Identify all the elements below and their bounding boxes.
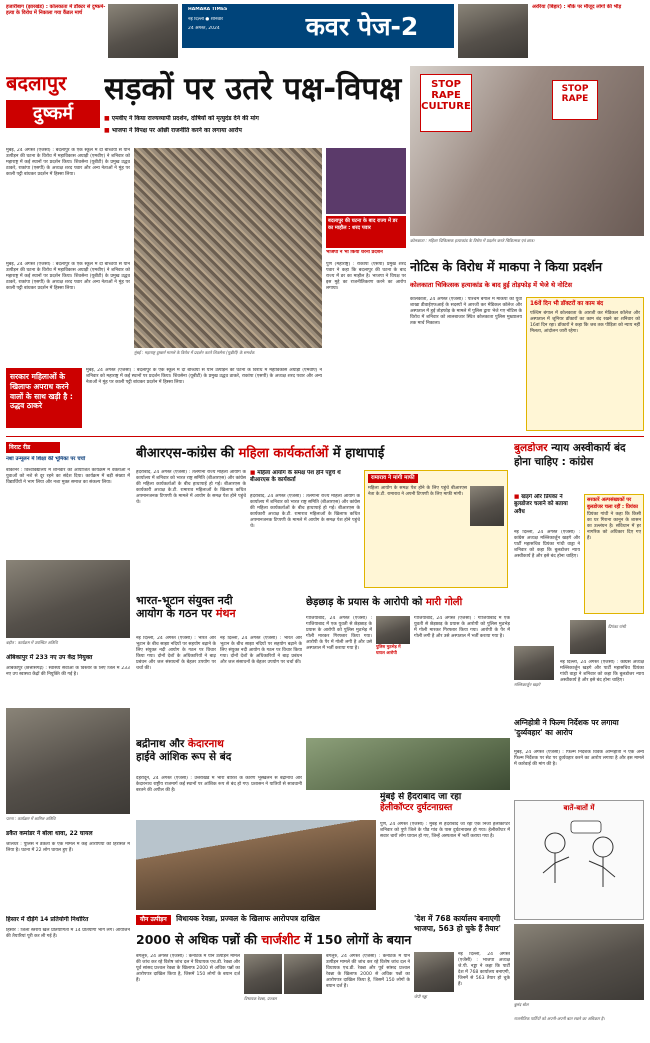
charge-headline-red: चार्जशीट xyxy=(261,932,300,947)
crime-short-headline: डकैत कमांडर ने बोला धावा, 22 घायल xyxy=(6,830,93,837)
charge-headline-start: 2000 से अधिक पन्नों की xyxy=(136,932,258,947)
helicopter-headline-red: हेलीकॉप्टर दुर्घटनाग्रस्त xyxy=(380,803,453,814)
lead-body-3: मुंबई, 24 अगस्त (एजेंसी) : बदलापुर के एक स्कूल में दो बच्चियों से यौन उत्पीड़न की घटना के विरोध में महाविकास अघाड़ी (एमवीए) ने शनिवार को महाराष्ट्र में कई स्थानों पर प्रदर्शन किया। शिवसेना (यूबीटी) के प्रमुख उद्धव ठाकरे, राकांपा (एसपी) के अध्यक्ष शरद पवार और अन्य नेताओं ने मुंह पर काली पट्टी बांधकर प्रदर्शन में हिस्सा लिया। xyxy=(86,368,322,386)
revanna-photo xyxy=(244,954,282,994)
cartoon-box xyxy=(514,800,644,920)
protest-sign-2: STOP RAPE xyxy=(552,80,598,120)
bulldozer-body-2: नई दिल्ली, 24 अगस्त (एजेंसी) : कांग्रेस अध्यक्ष मल्लिकार्जुन खड़गे और पार्टी महासचिव प्रियंका गांधी वाड्रा ने शनिवार को कहा कि बुलडोजर न्याय अस्वीकार्य है और इसे बंद होना चाहिए। xyxy=(560,660,644,684)
lead-body: मुंबई, 24 अगस्त (एजेंसी) : बदलापुर के एक स्कूल में दो बच्चियों से यौन उत्पीड़न की घटना के विरोध में महाविकास अघाड़ी (एमवीए) ने शनिवार को महाराष्ट्र में कई स्थानों पर प्रदर्शन किया। शिवसेना (यूबीटी) के प्रमुख उद्धव ठाकरे, राकांपा (एसपी) के अध्यक्ष शरद पवार और अन्य नेताओं ने मुंह पर काली पट्टी बांधकर प्रदर्शन में हिस्सा लिया। xyxy=(6,148,130,178)
bjp-body: नई दिल्ली, 24 अगस्त (एजेंसी) : भाजपा अध्यक्ष जे.पी. नड्डा ने कहा कि पार्टी देश में 768 कार्यालय बनाएगी, जिनमें से 563 तैयार हो चुके हैं। xyxy=(458,952,510,988)
sport-short-headline: हिसार में दौड़ेंगे 14 प्रतियोगी निर्धारित xyxy=(6,916,89,923)
side-box-title: बदलापुर की घटना के बाद राज्य में डर का माहौल : शरद पवार xyxy=(326,216,406,248)
brs-headline xyxy=(136,442,508,466)
lead-bullet-2 xyxy=(104,127,410,138)
priyanka-photo xyxy=(570,620,606,654)
helicopter-headline-a: मुंबई से हैदराबाद जा रहा xyxy=(380,792,462,802)
masthead-strip xyxy=(182,4,454,48)
badrinath-headline xyxy=(136,738,302,772)
masthead-name: HAMARA TIMES xyxy=(188,7,228,12)
cartoon-title: बातें-बातों में xyxy=(563,804,595,812)
bulldozer-headline-red: बुलडोजर xyxy=(514,442,548,454)
header-left-blurb: हजारीबाग (झारखंड) : कोलकाता में डॉक्टर से दुष्कर्म-हत्या के विरोध में निकाला गया कैंडल मार्च xyxy=(6,4,106,17)
helicopter-photo xyxy=(136,820,376,910)
header-right-blurb-box xyxy=(532,4,644,54)
charge-body-2: बेंगलुरु, 24 अगस्त (एजेंसी) : कर्नाटक में यौन उत्पीड़न मामले की जांच कर रहे विशेष जांच दल ने विधायक एच.डी. रेवन्ना और पूर्व सांसद प्रज्वल रेवन्ना के खिलाफ 2000 से अधिक पन्नों का आरोपपत्र दाखिल किया है, जिसमें 150 लोगों के बयान दर्ज हैं। xyxy=(326,954,410,990)
badrinath-headline-red: केदारनाथ xyxy=(187,738,224,750)
priyanka-box-body: प्रियंका गांधी ने कहा कि किसी का घर गिराना कानून के शासन का उल्लंघन है। संविधान में हर नागरिक को अधिकार दिए गए हैं। xyxy=(587,512,641,542)
bhutan-body-2: नई दिल्ली, 24 अगस्त (एजेंसी) : भारत और भूटान के बीच साझा नदियों पर सहयोग बढ़ाने के लिए संयुक्त नदी आयोग के गठन पर विचार किया गया। दोनों देशों के अधिकारियों ने बाढ़ प्रबंधन और जल संसाधनों के बेहतर उपयोग पर चर्चा की। xyxy=(220,636,302,666)
ramarao-box-title: रामाराव ने मांगी माफी xyxy=(368,474,418,483)
header-right-photo xyxy=(458,4,528,58)
cartoon-footer: राजनीतिक पार्टियों को अपनी-अपनी बात रखने का अधिकार है। xyxy=(514,1016,605,1021)
chhedchhad-body: गाजियाबाद, 24 अगस्त (एजेंसी) : गाजियाबाद में एक युवती से छेड़छाड़ के प्रयास के आरोपी को पुलिस मुठभेड़ में गोली मारकर गिरफ्तार किया गया। आरोपी के पैर में गोली लगी है और उसे अस्पताल में भर्ती कराया गया है। xyxy=(306,616,372,652)
sport-short-body: हिसार : जिला स्तरीय खेल प्रतियोगिता में 14 प्रतियोगी भाग लेंगे। आयोजन की तैयारियां पूरी कर ली गई हैं। xyxy=(6,928,130,940)
notice-headline: नोटिस के विरोध में माकपा ने किया प्रदर्शन xyxy=(410,259,603,274)
header-left-blurb-box xyxy=(6,4,106,54)
protest-photo-caption: कोलकाता : महिला चिकित्सक हत्याकांड के विरोध में प्रदर्शन करते चिकित्सक एवं छात्र। xyxy=(410,238,535,243)
brs-body: हैदराबाद, 24 अगस्त (एजेंसी) : तेलंगाना राज्य महिला आयोग के कार्यालय में शनिवार को भारत राष्ट्र समिति (बीआरएस) और कांग्रेस की महिला कार्यकर्ताओं के बीच हाथापाई हो गई। बीआरएस के कार्यकारी अध्यक्ष के.टी. रामाराव महिलाओं के खिलाफ कथित अपमानजनक टिप्पणी के मामले में आयोग के समक्ष पेश होने पहुंचे थे। xyxy=(136,470,246,506)
nadda-caption: जेपी नड्डा xyxy=(414,994,427,999)
priyanka-box-title: सरकारें अल्पसंख्यकों पर बुलडोजर चला रहीं : प्रियंका xyxy=(587,497,638,510)
chhedchhad-headline-red: मारी गोली xyxy=(425,597,463,608)
helicopter-headline xyxy=(380,792,510,820)
lead-kicker-top: बदलापुर xyxy=(6,71,67,95)
lead-headline: सड़कों पर उतरे पक्ष-विपक्ष xyxy=(104,71,402,107)
charge-photos xyxy=(244,954,322,994)
bhutan-headline-start: भारत-भूटान संयुक्त नदी xyxy=(136,594,233,607)
badrinath-headline-a: बद्रीनाथ और xyxy=(136,738,185,750)
chhedchhad-inset: पुलिस मुठभेड़ में घायल आरोपी xyxy=(376,644,401,655)
dateline-date: 24 अगस्त, 2024 xyxy=(188,26,220,31)
bullet-square-icon: ■ xyxy=(104,127,110,134)
agnihotri-body: मुंबई, 24 अगस्त (एजेंसी) : फिल्म निर्देशक विवेक अग्निहोत्री ने एक अन्य फिल्म निर्देशक पर सेट पर दुर्व्यवहार करने का आरोप लगाया है और इस मामले में कार्रवाई की मांग की है। xyxy=(514,750,644,768)
chhedchhad-headline-text: छेड़छाड़ के प्रयास के आरोपी को xyxy=(306,597,423,608)
bhutan-body: नई दिल्ली, 24 अगस्त (एजेंसी) : भारत और भूटान के बीच साझा नदियों पर सहयोग बढ़ाने के लिए संयुक्त नदी आयोग के गठन पर विचार किया गया। दोनों देशों के अधिकारियों ने बाढ़ प्रबंधन और जल संसाधनों के बेहतर उपयोग पर चर्चा की। xyxy=(136,636,216,672)
kharge-photo xyxy=(514,646,554,680)
charge-tag: यौन उत्पीड़न xyxy=(136,915,171,925)
brs-sub1 xyxy=(250,470,360,492)
cartoon-photo xyxy=(514,924,644,1000)
viral-reed-photo-caption: बड़ौत : कार्यक्रम में उपस्थित अतिथि xyxy=(6,640,58,645)
chhedchhad-headline xyxy=(306,594,510,612)
side-box-body: पुणे (महाराष्ट्र) : राकांपा (एसपी) प्रमुख शरद पवार ने कहा कि बदलापुर की घटना के बाद राज्य में डर का माहौल है। भाजपा ने विपक्ष पर इस मुद्दे का राजनीतिकरण करने का आरोप लगाया। xyxy=(326,262,406,292)
bhutan-headline-red: मंथन xyxy=(215,607,236,621)
ambikapur-headline: अंबिकापुर में 233 नए उप केंद्र नियुक्त xyxy=(6,654,93,661)
crime-short-body: जालंधर : पुलिस ने डकैती के एक मामले में कई आरोपियों को हिरासत में लिया है। घटना में 22 लोग घायल हुए हैं। xyxy=(6,842,130,854)
doctors-box xyxy=(526,297,644,431)
doctors-box-body: पश्चिम बंगाल में कोलकाता के आरजी कर मेडिकल कॉलेज और अस्पताल में जूनियर डॉक्टरों का काम बंद रखने का शनिवार को 16वां दिन रहा। डॉक्टरों ने कहा कि जब तक पीड़िता को न्याय नहीं मिलता, आंदोलन जारी रहेगा। xyxy=(530,310,640,334)
bulldozer-bullet xyxy=(514,494,580,528)
badrinath-headline-b: हाईवे आंशिक रूप से बंद xyxy=(136,751,232,764)
ambikapur-photo-caption: पटना : कार्यक्रम में शामिल अतिथि xyxy=(6,816,56,821)
nadda-photo xyxy=(414,952,454,992)
bulldozer-bullet-text: खड़गे और प्रियंका ने बुलडोजर चलाने को बताया अवैध xyxy=(514,494,568,515)
cartoon-caption: बुलंद बोल xyxy=(514,1002,529,1007)
lead-body-2: मुंबई, 24 अगस्त (एजेंसी) : बदलापुर के एक स्कूल में दो बच्चियों से यौन उत्पीड़न की घटना के विरोध में महाविकास अघाड़ी (एमवीए) ने शनिवार को महाराष्ट्र में कई स्थानों पर प्रदर्शन किया। शिवसेना (यूबीटी) के प्रमुख उद्धव ठाकरे, राकांपा (एसपी) के अध्यक्ष शरद पवार और अन्य नेताओं ने मुंह पर काली पट्टी बांधकर प्रदर्शन में हिस्सा लिया। xyxy=(6,262,130,292)
charge-headline-top: विधायक रेवन्ना, प्रज्वल के खिलाफ आरोपपत्र दाखिल xyxy=(176,914,320,923)
landslide-photo xyxy=(306,738,510,790)
header-left-photo xyxy=(108,4,178,58)
charge-body: बेंगलुरु, 24 अगस्त (एजेंसी) : कर्नाटक में यौन उत्पीड़न मामले की जांच कर रहे विशेष जांच दल ने विधायक एच.डी. रेवन्ना और पूर्व सांसद प्रज्वल रेवन्ना के खिलाफ 2000 से अधिक पन्नों का आरोपपत्र दाखिल किया है, जिसमें 150 लोगों के बयान दर्ज हैं। xyxy=(136,954,240,984)
lead-bullet-1 xyxy=(104,115,410,126)
brs-body-2: हैदराबाद, 24 अगस्त (एजेंसी) : तेलंगाना राज्य महिला आयोग के कार्यालय में शनिवार को भारत राष्ट्र समिति (बीआरएस) और कांग्रेस की महिला कार्यकर्ताओं के बीच हाथापाई हो गई। बीआरएस के कार्यकारी अध्यक्ष के.टी. रामाराव महिलाओं के खिलाफ कथित अपमानजनक टिप्पणी के मामले में आयोग के समक्ष पेश होने पहुंचे थे। xyxy=(250,494,360,530)
brs-sub1-text: महिला आयोग के समक्ष पेश होने पहुंचे थे बीआरएस के कार्यकर्ता xyxy=(250,470,341,484)
charge-headline-tail: में 150 लोगों के बयान xyxy=(304,932,412,947)
brs-headline-start: बीआरएस-कांग्रेस की xyxy=(136,446,235,461)
protest-photo xyxy=(410,66,644,236)
viral-reed-headline: नशा उन्मूलन में शिक्षा की भूमिका पर चर्चा xyxy=(6,456,86,462)
bhutan-headline-end: आयोग के गठन पर xyxy=(136,607,213,621)
doctors-box-title: 16वें दिन भी डॉक्टरों का काम बंद xyxy=(530,301,604,307)
charge-caption: विधायक रेवन्ना, प्रज्वल xyxy=(244,996,277,1001)
lead-photo-caption: मुंबई : महाराष्ट्र दुष्कर्म मामले के विरोध में प्रदर्शन करते शिवसेना (यूबीटी) के समर्थक xyxy=(134,350,255,355)
bullet-square-icon: ■ xyxy=(250,470,256,476)
viral-reed-tag: विराट रीड xyxy=(6,442,60,453)
bulldozer-headline xyxy=(514,442,644,488)
bullet-square-icon: ■ xyxy=(104,115,110,122)
lead-kicker-bottom: दुष्कर्म xyxy=(6,100,100,128)
ramarao-box xyxy=(364,470,508,588)
lead-bullet-1-text: एमवीए ने किया राज्यव्यापी प्रदर्शन, दोषियों को मृत्युदंड देने की मांग xyxy=(111,115,259,122)
bhutan-headline xyxy=(136,594,302,632)
chhedchhad-inset-photo xyxy=(376,616,410,644)
notice-body: कोलकाता, 24 अगस्त (एजेंसी) : पश्चिम बंगाल में माकपा की युवा शाखा डीवाईएफआई के सदस्यों ने आरजी कर मेडिकल कॉलेज और अस्पताल में हुई तोड़फोड़ के मामले में पुलिस द्वारा भेजे गए नोटिस के विरोध में शनिवार को लालबाजार स्थित कोलकाता पुलिस मुख्यालय तक मार्च निकाला। xyxy=(410,297,522,327)
helicopter-body: पुणे, 24 अगस्त (एजेंसी) : मुंबई से हैदराबाद जा रहा एक निजी हेलीकॉप्टर शनिवार को पुणे जिले के पौड गांव के पास दुर्घटनाग्रस्त हो गया। हेलीकॉप्टर में सवार चारों लोग घायल हो गए, जिन्हें अस्पताल में भर्ती कराया गया है। xyxy=(380,822,510,840)
viral-reed-body: बीकानेर : विश्वविद्यालय में शनिवार को आयोजित कार्यक्रम में वक्ताओं ने युवाओं को नशे से दूर रहने का संदेश दिया। कार्यक्रम में बड़ी संख्या में विद्यार्थियों ने भाग लिया और नशा मुक्त समाज का संकल्प लिया। xyxy=(6,468,130,486)
ambikapur-photo xyxy=(6,708,130,814)
lead-photo xyxy=(134,148,322,348)
section-divider xyxy=(6,436,644,437)
priyanka-box xyxy=(584,494,644,614)
ramarao-box-body: महिला आयोग के समक्ष पेश होने के लिए पहुंचे बीआरएस नेता के.टी. रामाराव ने अपनी टिप्पणी के लिए माफी मांगी। xyxy=(368,486,467,498)
agnihotri-headline: अग्निहोत्री ने फिल्म निर्देशक पर लगाया 'दुर्व्यवहार' का आरोप xyxy=(514,718,619,737)
notice-subhead: कोलकाता चिकित्सक हत्याकांड के बाद हुई तोड़फोड़ में भेजे थे नोटिस xyxy=(410,281,573,289)
page-title: कवर पेज-2 xyxy=(305,12,419,41)
lead-quote: सरकार महिलाओं के खिलाफ अपराध करने वालों के साथ खड़ी है : उद्धव ठाकरे xyxy=(6,368,82,428)
ramarao-photo xyxy=(470,486,504,526)
cartoon-drawing xyxy=(515,813,643,909)
priyanka-caption: प्रियंका गांधी xyxy=(608,624,626,629)
header-right-blurb: अररिया (बिहार) : मौके पर मौजूद लोगों की भीड़ xyxy=(532,4,622,10)
badrinath-body: देहरादून, 24 अगस्त (एजेंसी) : उत्तराखंड में भारी बारिश के कारण भूस्खलन से बद्रीनाथ और केदारनाथ राष्ट्रीय राजमार्ग कई स्थानों पर आंशिक रूप से बंद हो गए। प्रशासन ने यात्रियों से सावधानी बरतने की अपील की है। xyxy=(136,776,302,794)
chhedchhad-inset-box xyxy=(376,616,410,662)
prajwal-photo xyxy=(284,954,322,994)
bullet-square-icon: ■ xyxy=(514,494,520,500)
viral-reed-photo xyxy=(6,560,130,638)
brs-headline-red: महिला कार्यकर्ताओं xyxy=(238,446,329,461)
dateline: नई दिल्ली ● शनिवार xyxy=(188,17,223,22)
side-box-sub: भाजपा ने भी किया धरना प्रदर्शन xyxy=(326,250,383,255)
protest-sign-1: STOP RAPE CULTURE xyxy=(420,74,472,132)
bulldozer-body: नई दिल्ली, 24 अगस्त (एजेंसी) : कांग्रेस अध्यक्ष मल्लिकार्जुन खड़गे और पार्टी महासचिव प्रियंका गांधी वाड्रा ने शनिवार को कहा कि बुलडोजर न्याय अस्वीकार्य है और इसे बंद होना चाहिए। xyxy=(514,530,580,560)
bjp-headline: 'देश में 768 कार्यालय बनाएगी भाजपा, 563 हो चुके हैं तैयार' xyxy=(414,914,501,933)
ambikapur-body: अंबिकापुर (छत्तीसगढ़) : स्वास्थ्य सेवाओं के विस्तार के लिए जिले में 233 नए उप स्वास्थ्य केंद्रों की नियुक्ति की गई है। xyxy=(6,666,130,678)
kharge-caption: मल्लिकार्जुन खड़गे xyxy=(514,682,541,687)
lead-side-photo xyxy=(326,148,406,214)
brs-headline-tail: में हाथापाई xyxy=(332,446,385,461)
chhedchhad-body-2: गाजियाबाद, 24 अगस्त (एजेंसी) : गाजियाबाद में एक युवती से छेड़छाड़ के प्रयास के आरोपी को पुलिस मुठभेड़ में गोली मारकर गिरफ्तार किया गया। आरोपी के पैर में गोली लगी है और उसे अस्पताल में भर्ती कराया गया है। xyxy=(414,616,510,640)
bulldozer-headline-text: न्याय अस्वीकार्य बंद होना चाहिए : कांग्रेस xyxy=(514,442,626,468)
lead-bullet-2-text: भाजपा ने विपक्ष पर ओछी राजनीति करने का लगाया आरोप xyxy=(111,127,242,134)
